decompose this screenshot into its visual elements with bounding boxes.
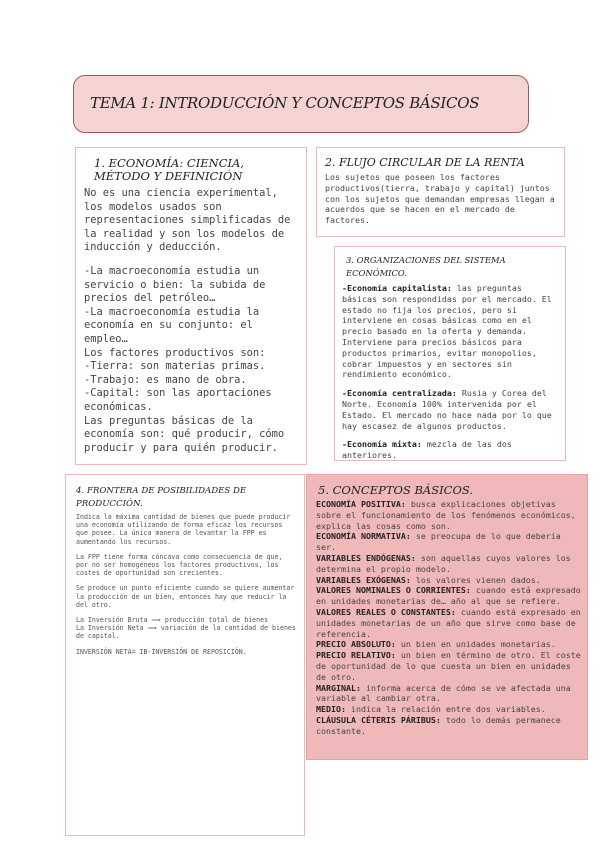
concept-item — [316, 715, 581, 737]
concept-item — [316, 585, 581, 607]
section-economia-line: No es una ciencia experimental, los modelos usados son representaciones simplificadas de la realidad y son los modelos de inducción y deducción. — [84, 187, 291, 254]
section-frontera — [65, 474, 305, 836]
concept-item — [316, 639, 581, 650]
term-label: ECONOMÍA NORMATIVA: — [316, 531, 411, 542]
term-label: VARIABLES ENDÓGENAS: — [316, 552, 416, 563]
section-economia-line: -La macroeconomía estudia la economía en su conjunto: el empleo… — [84, 305, 260, 345]
term-text: indica la relación entre dos variables. — [345, 704, 546, 715]
concept-item — [316, 531, 581, 553]
term-text: todo lo demás permanece constante. — [316, 714, 561, 736]
term-label: ECONOMÍA POSITIVA: — [316, 499, 406, 509]
term-text: Rusia y Corea del Norte. Economía 100% intervenida por el Estado. El mercado no hace nada por lo que hay escasez de algunos productos. — [342, 388, 552, 431]
section-flujo-text: Los sujetos que poseen los factores productivos(tierra, trabajo y capital) juntos con los sujetos que demandan empresas llegan a acuerdos que se hacen en el mercado de factores. — [325, 172, 555, 226]
section-flujo — [316, 147, 565, 237]
economia-centralizada — [342, 388, 559, 431]
concept-item — [316, 704, 581, 715]
section-conceptos-heading: 5. CONCEPTOS BÁSICOS. — [318, 483, 474, 497]
section-economia-heading: 1. ECONOMÍA: CIENCIA, MÉTODO Y DEFINICIÓN — [94, 156, 244, 183]
concept-item — [316, 683, 581, 705]
frontera-paragraph: INVERSIÓN NETA= IB-INVERSIÓN DE REPOSICIÓN. — [76, 647, 247, 656]
economia-mixta — [342, 439, 559, 461]
section-economia-line: Las preguntas básicas de la economía son: qué producir, cómo producir y para quién producir. — [84, 414, 285, 454]
concept-item — [316, 650, 581, 682]
frontera-paragraph: Indica la máxima cantidad de bienes que puede producir una economía utilizando de forma eficaz los recursos que posee. La única manera de levantar la FPP es aumentando los recursos. — [76, 513, 291, 546]
section-economia-line: -La macroeconomía estudia un servicio o bien: la subida de precios del petróleo… — [84, 264, 266, 305]
term-text: las preguntas básicas son respondidas por el mercado. El estado no fija los precios, pero si interviene en cosas básicas como en el precio basado en la oferta y demanda. Interviene para precios básicos para productos primarios, evitar monopolios, cobrar impuestos y en sectores sin rendimiento económico. — [342, 283, 552, 380]
frontera-paragraph: Se produce un punto eficiente cuando se quiere aumentar la producción de un bien, entonces hay que reducir la del otro. — [76, 584, 295, 609]
section-frontera-heading: 4. FRONTERA DE POSIBILIDADES DE PRODUCCIÓN. — [76, 486, 247, 509]
term-label: PRECIO RELATIVO: — [316, 650, 396, 661]
term-text: mezcla de las dos anteriores. — [342, 439, 512, 461]
section-economia — [75, 147, 307, 465]
term-text: cuando está expresado en unidades monetarias de un año que sirve como base de referencia. — [316, 606, 581, 639]
frontera-paragraph: La FPP tiene forma cóncava como consecuencia de que, por no ser homogéneos los factores productivos, los costes de oportunidad son crecientes. — [76, 552, 283, 578]
term-text: cuando está expresado en unidades monetarias de… año al que se refiere. — [316, 585, 581, 607]
term-label: -Economía capitalista: — [342, 283, 452, 293]
section-economia-body — [84, 187, 300, 455]
concept-item — [316, 553, 581, 575]
term-label: -Economía mixta: — [342, 439, 422, 450]
term-label: VARIABLES EXÓGENAS: — [316, 574, 411, 585]
term-label: VALORES REALES O CONSTANTES: — [316, 606, 456, 617]
economia-capitalista — [342, 283, 559, 380]
section-conceptos — [306, 474, 588, 760]
term-text: busca explicaciones objetivas sobre el funcionamiento de los fenómenos económicos, explica las cosas como son. — [316, 499, 576, 531]
section-organizaciones-heading: 3. ORGANIZACIONES DEL SISTEMA ECONÓMICO. — [346, 255, 506, 278]
term-label: VALORES NOMINALES O CORRIENTES: — [316, 585, 471, 596]
section-economia-line: -Trabajo: es mano de obra. — [84, 373, 247, 386]
frontera-paragraph: La Inversión Bruta ⟹ producción total de bienes — [76, 616, 269, 625]
term-text: informa acerca de cómo se ve afectada una variable al cambiar otra. — [316, 682, 571, 704]
term-label: CLÁUSULA CÉTERIS PÁRIBUS: — [316, 714, 441, 725]
frontera-paragraph: La Inversión Neta ⟹ variación de la cantidad de bienes de capital. — [76, 624, 296, 641]
term-text: los valores vienen dados. — [410, 574, 541, 585]
concept-item — [316, 499, 581, 531]
term-label: MARGINAL: — [316, 682, 361, 693]
section-economia-line: -Tierra: son materias primas. — [84, 360, 266, 373]
section-organizaciones — [334, 246, 566, 461]
section-flujo-heading: 2. FLUJO CIRCULAR DE LA RENTA — [325, 156, 525, 169]
concept-item — [316, 575, 581, 586]
section-economia-line: -Capital: son las aportaciones económicas. — [84, 387, 272, 413]
term-text: se preocupa de lo que debería ser. — [316, 531, 561, 553]
term-text: un bien en unidades monetarias. — [395, 639, 556, 650]
term-text: un bien en término de otro. El coste de oportunidad de lo que cuesta un bien en unidades de otro. — [316, 650, 581, 682]
title-box — [73, 75, 529, 133]
page-title: TEMA 1: INTRODUCCIÓN Y CONCEPTOS BÁSICOS — [90, 94, 480, 112]
section-economia-line — [84, 255, 300, 265]
term-label: PRECIO ABSOLUTO: — [316, 639, 396, 650]
section-economia-line: Los factores productivos son: — [84, 346, 266, 359]
concept-item — [316, 607, 581, 639]
term-text: son aquellas cuyos valores los determina el propio modelo. — [316, 552, 571, 574]
term-label: MEDIO: — [316, 704, 346, 715]
term-label: -Economía centralizada: — [342, 388, 457, 399]
